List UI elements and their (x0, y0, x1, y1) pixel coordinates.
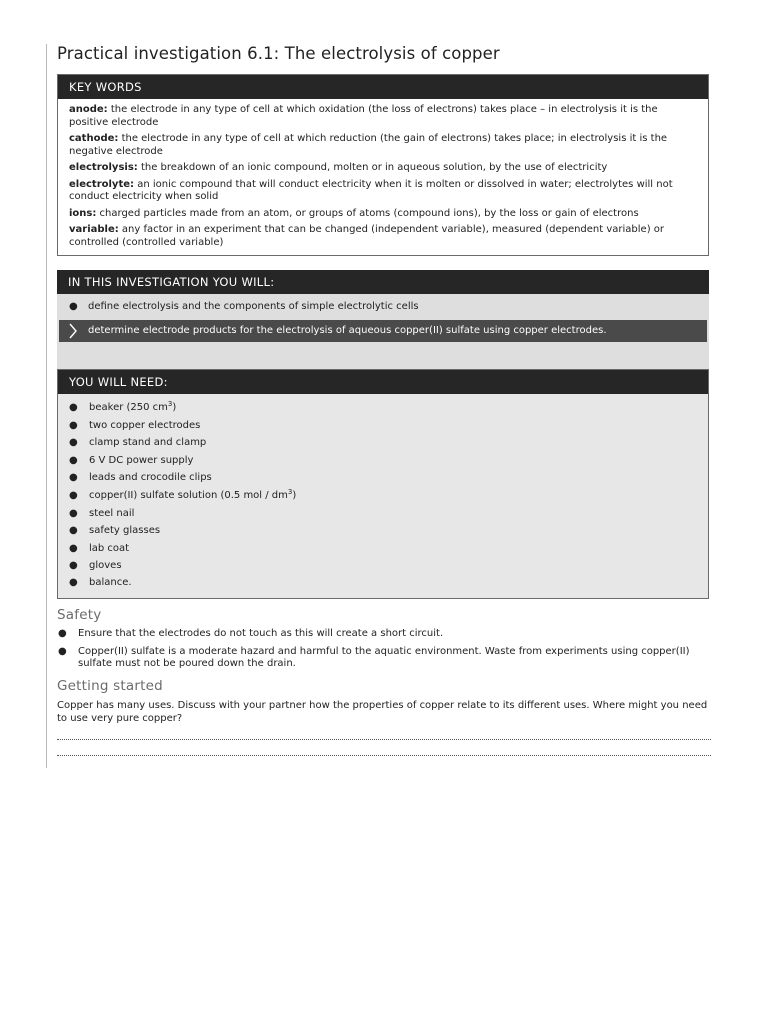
equipment-item-text: balance. (89, 577, 132, 589)
bullet-icon: ● (58, 628, 67, 639)
investigation-box (57, 270, 709, 378)
key-word-term: electrolysis: (69, 162, 138, 173)
equipment-item-text: leads and crocodile clips (89, 471, 212, 483)
key-word-anode (69, 104, 698, 129)
bullet-icon: ● (58, 646, 67, 657)
safety-heading: Safety (57, 607, 102, 623)
investigation-item-text: define electrolysis and the components of simple electrolytic cells (88, 301, 419, 312)
key-word-definition: the electrode in any type of cell at which reduction (the gain of electrons) takes place; in electrolysis it is the negative electrode (69, 133, 668, 157)
getting-started-text: Copper has many uses. Discuss with your partner how the properties of copper relate to its different uses. Where might you need to use very pure copper? (57, 700, 708, 724)
equipment-item (58, 522, 708, 539)
equipment-item-text-end: ) (172, 402, 177, 413)
key-word-definition: any factor in an experiment that can be changed (independent variable), measured (dependent variable) or controlled (controlled variable) (69, 224, 665, 248)
key-word-term: anode: (69, 104, 108, 115)
investigation-list (57, 294, 709, 378)
bullet-icon: ● (69, 508, 78, 520)
bullet-icon: ● (69, 301, 78, 312)
key-word-term: variable: (69, 224, 119, 235)
equipment-item (58, 557, 708, 574)
safety-item (57, 628, 697, 640)
key-word-ions (69, 208, 698, 221)
equipment-item (58, 398, 708, 417)
key-word-term: electrolyte: (69, 178, 135, 190)
equipment-item (58, 486, 708, 505)
bullet-icon: ● (69, 454, 78, 466)
superscript: 3 (287, 488, 293, 497)
equipment-item (58, 417, 708, 434)
equipment-item-text: beaker (250 cm (89, 402, 168, 413)
investigation-item-highlighted (59, 320, 707, 342)
equipment-item-text: gloves (89, 560, 122, 572)
key-word-term: ions: (69, 207, 97, 219)
answer-line[interactable] (57, 755, 711, 756)
bullet-icon: ● (69, 577, 78, 589)
equipment-item-text: copper(II) sulfate solution (0.5 mol / dm (89, 490, 288, 502)
key-word-definition: charged particles made from an atom, or groups of atoms (compound ions), by the loss or gain of electrons (96, 207, 639, 219)
equipment-item (58, 452, 708, 469)
key-words-heading: KEY WORDS (58, 75, 708, 99)
equipment-item-text: lab coat (89, 542, 130, 554)
equipment-list (58, 394, 708, 598)
equipment-item (58, 505, 708, 522)
bullet-icon: ● (69, 560, 78, 572)
key-word-definition: the breakdown of an ionic compound, molten or in aqueous solution, by the use of electricity (137, 162, 608, 173)
investigation-heading: IN THIS INVESTIGATION YOU WILL: (57, 270, 709, 294)
equipment-item-text-end: ) (292, 490, 297, 502)
key-word-term: cathode: (69, 133, 119, 144)
bullet-icon: ● (69, 437, 78, 449)
chevron-right-icon (68, 323, 78, 339)
bullet-icon: ● (69, 420, 78, 431)
margin-rule (46, 44, 47, 768)
bullet-icon: ● (69, 471, 78, 483)
bullet-icon: ● (69, 542, 78, 554)
equipment-item (58, 434, 708, 451)
key-word-cathode (69, 133, 698, 158)
key-word-definition: the electrode in any type of cell at which oxidation (the loss of electrons) takes place – in electrolysis it is the positive electrode (69, 104, 658, 128)
safety-item (57, 646, 697, 670)
equipment-box (57, 369, 709, 599)
safety-list (57, 628, 697, 676)
page-title: Practical investigation 6.1: The electrolysis of copper (57, 44, 500, 63)
investigation-item-text: determine electrode products for the electrolysis of aqueous copper(II) sulfate using copper electrodes. (88, 325, 607, 336)
key-word-electrolysis (69, 162, 698, 175)
key-word-definition: an ionic compound that will conduct electricity when it is molten or dissolved in water; electrolytes will not conduct electricity when solid (69, 178, 673, 202)
equipment-item-text: two copper electrodes (89, 420, 201, 431)
safety-item-text: Copper(II) sulfate is a moderate hazard and harmful to the aquatic environment. Waste from experiments using copper(II) sulfate must not be poured down the drain. (78, 646, 690, 669)
equipment-heading: YOU WILL NEED: (58, 370, 708, 394)
equipment-item-text: safety glasses (89, 525, 161, 537)
key-word-variable (69, 224, 698, 249)
equipment-item (58, 574, 708, 591)
key-words-list (58, 99, 708, 255)
answer-line[interactable] (57, 739, 711, 740)
bullet-icon: ● (69, 490, 78, 502)
equipment-item (58, 469, 708, 486)
investigation-item (57, 297, 709, 317)
getting-started-heading: Getting started (57, 678, 163, 694)
equipment-item-text: steel nail (89, 508, 135, 520)
bullet-icon: ● (69, 402, 78, 413)
key-words-box (57, 74, 709, 256)
superscript: 3 (167, 400, 173, 408)
safety-item-text: Ensure that the electrodes do not touch as this will create a short circuit. (78, 628, 444, 639)
key-word-electrolyte (69, 179, 698, 204)
equipment-item-text: clamp stand and clamp (89, 437, 207, 449)
bullet-icon: ● (69, 525, 78, 537)
equipment-item-text: 6 V DC power supply (89, 454, 194, 466)
equipment-item (58, 540, 708, 557)
